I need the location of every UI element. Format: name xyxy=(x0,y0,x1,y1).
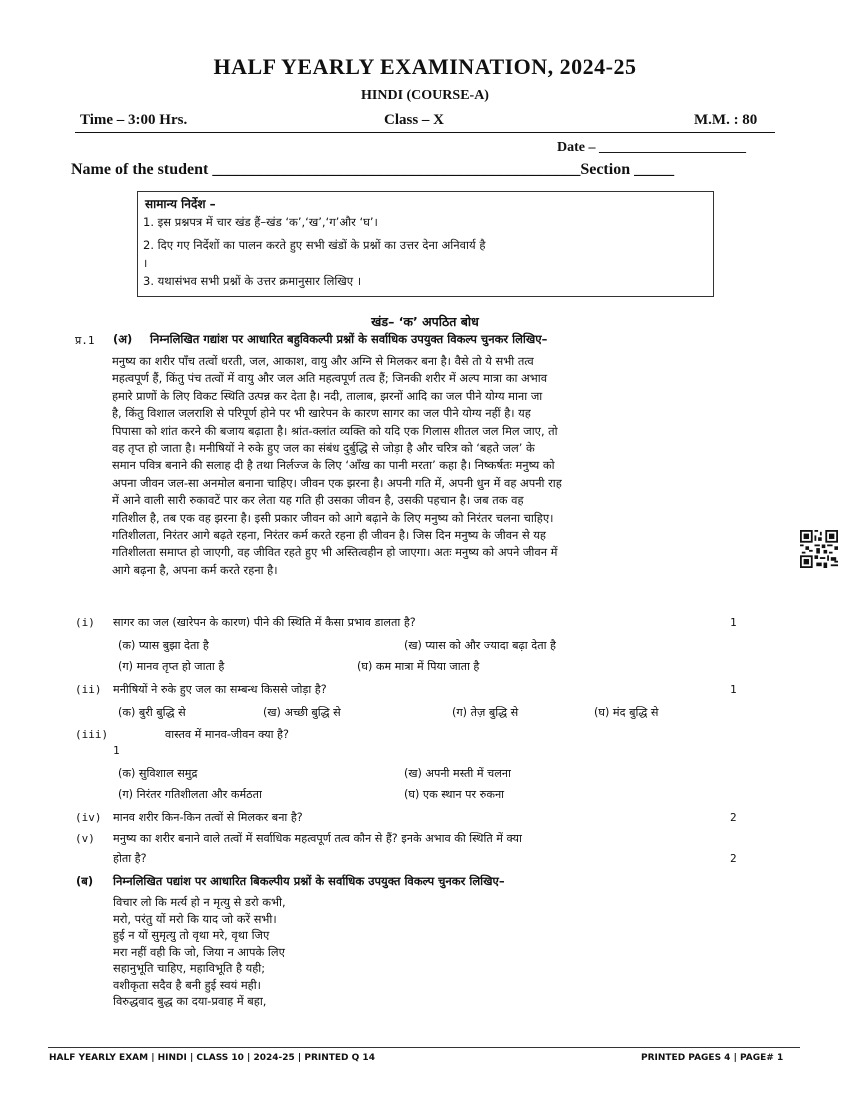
student-name-field: Name of the student ______________________________________________Section _____ xyxy=(71,161,675,178)
poem-line: मरो, परंतु यों मरो कि याद जो करें सभी। xyxy=(113,911,277,926)
subquestion-text: मानव शरीर किन-किन तत्वों से मिलकर बना है? xyxy=(113,811,303,824)
passage-line: गतिशीलता समाप्त हो जाएगी, वह जीवित रहते हुए भी अस्तित्वहीन हो जाएगा। अतः मनुष्य को अपने जीवन में xyxy=(112,545,558,560)
passage-line: वह तृप्त हो जाता है। मनीषियों ने रुके हुए जल का संबंध दुर्बुद्धि से जोड़ा है और चरित्र को ‘बहते जल’ के xyxy=(112,441,535,456)
class-label: Class – X xyxy=(384,112,445,128)
subquestion-text-continued: होता है? xyxy=(113,852,147,865)
answer-option: (ग) मानव तृप्त हो जाता है xyxy=(118,660,225,673)
date-field: Date – _____________________ xyxy=(557,140,746,155)
answer-option: (घ) कम मात्रा में पिया जाता है xyxy=(357,660,480,673)
subquestion-number: (iii) xyxy=(75,728,109,741)
subquestion-number: (v) xyxy=(75,832,95,845)
poem-line: सहानुभूति चाहिए, महाविभूति है यही; xyxy=(113,961,266,975)
prose-passage xyxy=(112,353,777,579)
time-label: Time – 3:00 Hrs. xyxy=(80,112,188,128)
subquestion-marks: 2 xyxy=(730,811,737,824)
footer-divider xyxy=(48,1047,800,1048)
poem-line: विचार लो कि मर्त्य हो न मृत्यु से डरो कभी, xyxy=(113,895,286,909)
answer-option: (क) सुविशाल समुद्र xyxy=(118,767,198,780)
part-a-label: (अ) xyxy=(113,332,133,346)
instruction-item: 2. दिए गए निर्देशों का पालन करते हुए सभी खंडों के प्रश्नों का उत्तर देना अनिवार्य है xyxy=(143,238,486,252)
answer-option: (ग) निरंतर गतिशीलता और कर्मठता xyxy=(118,788,262,801)
poem-line: हुई न यों सुमृत्यु तो वृथा मरे, वृथा जिए xyxy=(113,928,270,942)
passage-line: गतिशील है, तब एक वह झरना है। इसी प्रकार जीवन को आगे बढ़ाने के लिए मनुष्य को निरंतर चलना चाहिए। xyxy=(112,510,554,525)
answer-option: (क) प्यास बुझा देता है xyxy=(118,639,209,652)
passage-line: अपना जीवन जल-सा अनमोल बनाना चाहिए। जीवन एक झरना है। अपनी गति में, अपनी धुन में वह अपनी राह xyxy=(112,475,562,490)
instructions-heading: सामान्य निर्देश – xyxy=(145,197,216,211)
answer-option: (ख) प्यास को और ज्यादा बढ़ा देता है xyxy=(404,639,556,652)
passage-line: हमारे प्राणों के लिए विकट स्थिति उत्पन्न कर देता है। नदी, तालाब, झरनों आदि का जल पीने योग्य माना जा xyxy=(112,388,543,403)
passage-line: महत्वपूर्ण हैं, किंतु पंच तत्वों में वायु और जल अति महत्वपूर्ण तत्व हैं; जिनकी शरीर में अल्प मात्रा का अभाव xyxy=(112,371,548,386)
answer-option: (घ) मंद बुद्धि से xyxy=(594,706,659,719)
part-b-instruction: निम्नलिखित पद्यांश पर आधारित बिकल्पीय प्रश्नों के सर्वाधिक उपयुक्त विकल्प चुनकर लिखिए– xyxy=(113,874,505,888)
answer-option: (ग) तेज़ बुद्धि से xyxy=(452,706,519,719)
answer-option: (ख) अपनी मस्ती में चलना xyxy=(404,767,511,780)
answer-option: (ख) अच्छी बुद्धि से xyxy=(263,706,341,719)
subquestion-number: (i) xyxy=(75,616,95,629)
question-number: प्र.1 xyxy=(75,334,95,347)
subquestion-marks: 2 xyxy=(730,852,737,865)
header-divider xyxy=(75,132,775,133)
subquestion-marks: 1 xyxy=(113,744,120,757)
subquestion-text: मनीषियों ने रुके हुए जल का सम्बन्ध किससे जोड़ा है? xyxy=(113,683,327,696)
subquestion-text: वास्तव में मानव-जीवन क्या है? xyxy=(165,728,289,741)
passage-line: में आने वाली सारी रुकावटें पार कर लेता यह गति ही उसका जीवन है, उसकी पहचान है। जब तक वह xyxy=(112,493,524,508)
part-a-instruction: निम्नलिखित गद्यांश पर आधारित बहुविकल्पी प्रश्नों के सर्वाधिक उपयुक्त विकल्प चुनकर लिखिए– xyxy=(150,332,548,346)
instruction-item: 3. यथासंभव सभी प्रश्नों के उत्तर क्रमानुसार लिखिए । xyxy=(143,274,362,288)
subquestion-marks: 1 xyxy=(730,683,737,696)
qr-code-icon xyxy=(800,530,838,568)
poem-passage xyxy=(113,894,286,1010)
passage-line: मनुष्य का शरीर पाँच तत्वों धरती, जल, आकाश, वायु और अग्नि से मिलकर बना है। वैसे तो ये सभी तत्व xyxy=(112,354,534,368)
subquestion-number: (iv) xyxy=(75,811,102,824)
poem-line: वशीकृता सदैव है बनी हुई स्वयं मही। xyxy=(113,977,261,992)
subquestion-marks: 1 xyxy=(730,616,737,629)
subquestion-text: मनुष्य का शरीर बनाने वाले तत्वों में सर्वाधिक महत्वपूर्ण तत्व कौन से हैं? इनके अभाव की स्थिति में क्या xyxy=(113,832,522,845)
answer-option: (क) बुरी बुद्धि से xyxy=(118,706,186,719)
footer-left: HALF YEARLY EXAM | HINDI | CLASS 10 | 2024-25 | PRINTED Q 14 xyxy=(49,1053,375,1063)
subject-title: HINDI (COURSE-A) xyxy=(361,88,489,103)
answer-option: (घ) एक स्थान पर रुकना xyxy=(404,788,505,801)
instruction-item: 1. इस प्रश्नपत्र में चार खंड हैं–खंड ‘क’,‘ख’,‘ग’और ‘घ’। xyxy=(143,215,378,229)
passage-line: पिपासा को शांत करने की बजाय बढ़ाता है। श्रांत-क्लांत व्यक्ति को यदि एक गिलास शीतल जल मिल जाए, तो xyxy=(112,423,558,438)
passage-line: समान पवित्र बनाने की सलाह दी है तथा निर्लज्ज के लिए ‘आँख का पानी मरता’ कहा है। निष्कर्षतः मनुष्य को xyxy=(112,458,555,473)
instruction-item: । xyxy=(143,256,148,270)
footer-right: PRINTED PAGES 4 | PAGE# 1 xyxy=(641,1053,784,1063)
exam-title: HALF YEARLY EXAMINATION, 2024-25 xyxy=(213,54,637,79)
poem-line: मरा नहीं वही कि जो, जिया न आपके लिए xyxy=(113,944,285,959)
passage-line: है, किंतु विशाल जलराशि से परिपूर्ण होने पर भी खारेपन के कारण सागर का जल पीने योग्य नहीं है। यह xyxy=(112,406,531,421)
subquestion-text: सागर का जल (खारेपन के कारण) पीने की स्थिति में कैसा प्रभाव डालता है? xyxy=(113,616,416,629)
passage-line: आगे बढ़ना है, अपना कर्म करते रहना है। xyxy=(112,562,278,577)
passage-line: गतिशीलता, निरंतर आगे बढ़ते रहना, निरंतर कर्म करते रहना ही जीवन है। जिस दिन मनुष्य के जीवन से यह xyxy=(112,528,546,543)
poem-line: विरुद्धवाद बुद्ध का दया-प्रवाह में बहा, xyxy=(113,994,267,1008)
general-instructions-box xyxy=(137,191,714,297)
part-b-label: (ब) xyxy=(76,874,94,888)
section-heading: खंड– ‘क’ अपठित बोध xyxy=(371,314,479,329)
max-marks-label: M.M. : 80 xyxy=(694,112,758,128)
subquestion-number: (ii) xyxy=(75,683,102,696)
